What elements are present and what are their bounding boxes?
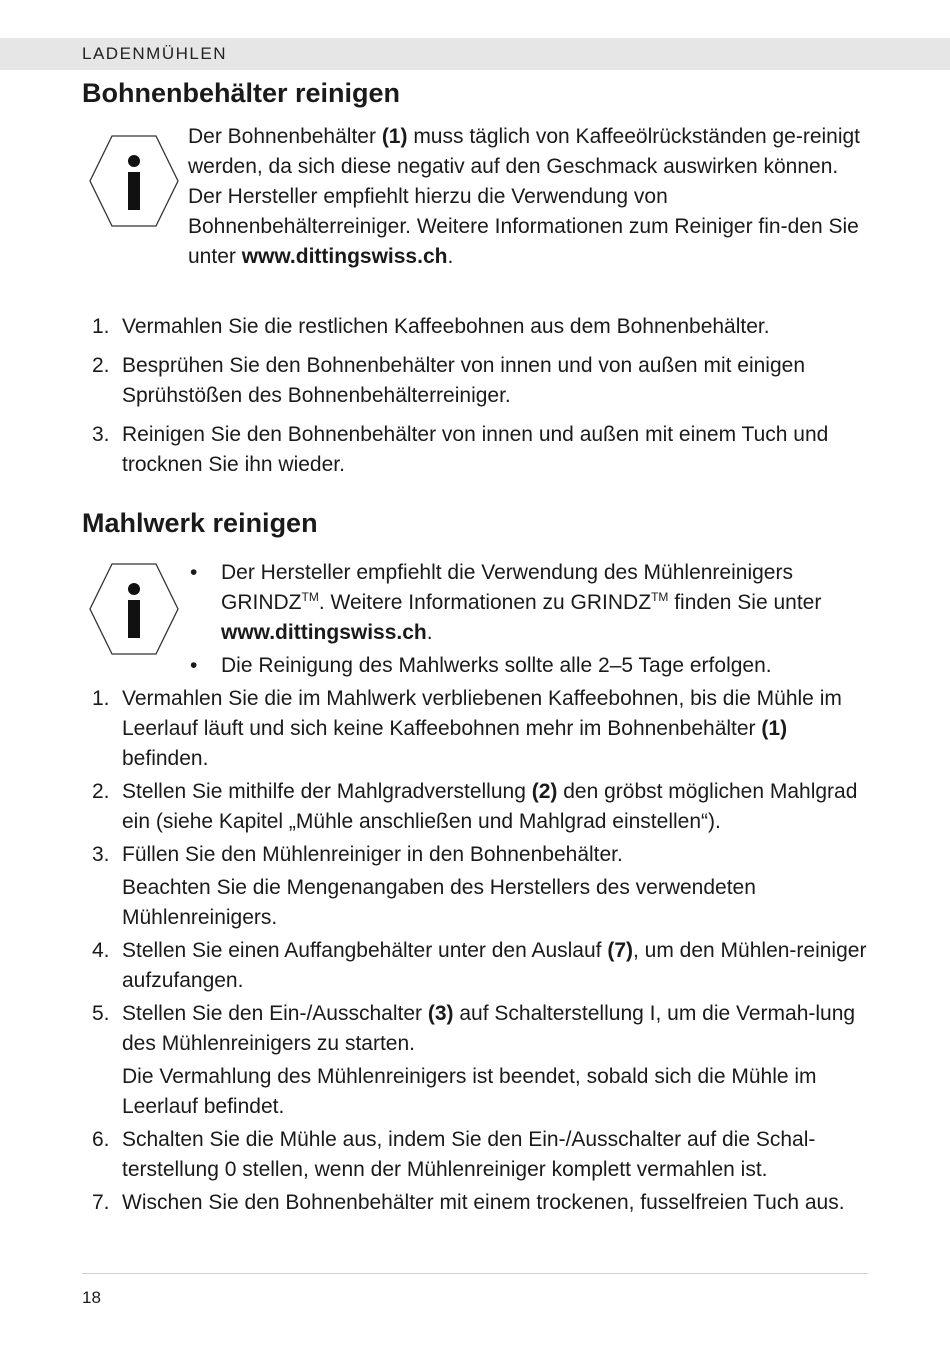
info-paragraph: Der Bohnenbehälter (1) muss täglich von Kaffeeölrückständen ge-reinigt werden, da sich diese negativ auf den Geschmack auswirken können. <box>188 125 861 178</box>
list-item: 7. Wischen Sie den Bohnenbehälter mit einem trockenen, fusselfreien Tuch aus. <box>92 1191 845 1214</box>
list-item: 3. Füllen Sie den Mühlenreiniger in den Bohnenbehälter. Beachten Sie die Mengenangaben des Herstellers des verwendeten Mühlenreinigers. <box>92 843 756 929</box>
running-header-label: LADENMÜHLEN <box>82 44 227 63</box>
section-title-bean-hopper: Bohnenbehälter reinigen <box>82 78 401 108</box>
list-item: • Die Reinigung des Mahlwerks sollte alle 2–5 Tage erfolgen. <box>190 654 772 677</box>
list-item: 6. Schalten Sie die Mühle aus, indem Sie den Ein-/Ausschalter auf die Schal-terstellung 0 stellen, wenn der Mühlenreiniger komplett vermahlen ist. <box>92 1128 816 1181</box>
info-note-bean-hopper <box>188 122 868 272</box>
info-paragraph: Der Hersteller empfiehlt hierzu die Verwendung von Bohnenbehälterreiniger. Weitere Informationen zum Reiniger fin-den Sie unter www.dittingswiss.ch. <box>188 185 859 268</box>
website-link[interactable]: www.dittingswiss.ch <box>221 621 427 644</box>
part-reference: (1) <box>381 125 408 148</box>
list-item: 5. Stellen Sie den Ein-/Ausschalter (3) auf Schalterstellung I, um die Vermah-lung des Mühlenreinigers zu starten. Die Vermahlung des Mühlenreinigers ist beendet, sobald sich die Mühle im Leerlauf befindet. <box>92 1002 856 1118</box>
part-reference: (7) <box>607 939 633 962</box>
list-item: 2. Besprühen Sie den Bohnenbehälter von innen und von außen mit einigen Sprühstößen des Bohnenbehälterreiniger. <box>92 354 806 407</box>
info-icon <box>88 134 180 228</box>
part-reference: (3) <box>427 1002 454 1025</box>
list-item: 4. Stellen Sie einen Auffangbehälter unter den Auslauf (7), um den Mühlen-reiniger aufzufangen. <box>92 939 867 992</box>
list-item: 1. Vermahlen Sie die im Mahlwerk verbliebenen Kaffeebohnen, bis die Mühle im Leerlauf läuft und sich keine Kaffeebohnen mehr im Bohnenbehälter (1) befinden. <box>92 687 842 770</box>
info-bullets-grinder <box>188 558 868 684</box>
section-title-grinder: Mahlwerk reinigen <box>82 508 318 538</box>
steps-list-grinder <box>92 684 870 1221</box>
part-reference: (2) <box>531 780 558 803</box>
list-item: 3. Reinigen Sie den Bohnenbehälter von innen und außen mit einem Tuch und trocknen Sie ihn wieder. <box>92 423 829 476</box>
footer-divider <box>82 1273 868 1274</box>
part-reference: (1) <box>761 717 788 740</box>
list-item: 2. Stellen Sie mithilfe der Mahlgradverstellung (2) den gröbst möglichen Mahlgrad ein (siehe Kapitel „Mühle anschließen und Mahlgrad einstellen“). <box>92 780 858 833</box>
page-number: 18 <box>82 1288 101 1307</box>
list-item: • Der Hersteller empfiehlt die Verwendung des Mühlenreinigers GRINDZ™. Weitere Informationen zu GRINDZ™ finden Sie unter www.dittingswiss.ch. <box>190 561 822 644</box>
steps-list-bean-hopper <box>92 312 870 489</box>
list-item: 1. Vermahlen Sie die restlichen Kaffeebohnen aus dem Bohnenbehälter. <box>92 315 770 338</box>
running-header <box>0 38 950 70</box>
website-link[interactable]: www.dittingswiss.ch <box>241 245 448 268</box>
info-icon <box>88 562 180 656</box>
